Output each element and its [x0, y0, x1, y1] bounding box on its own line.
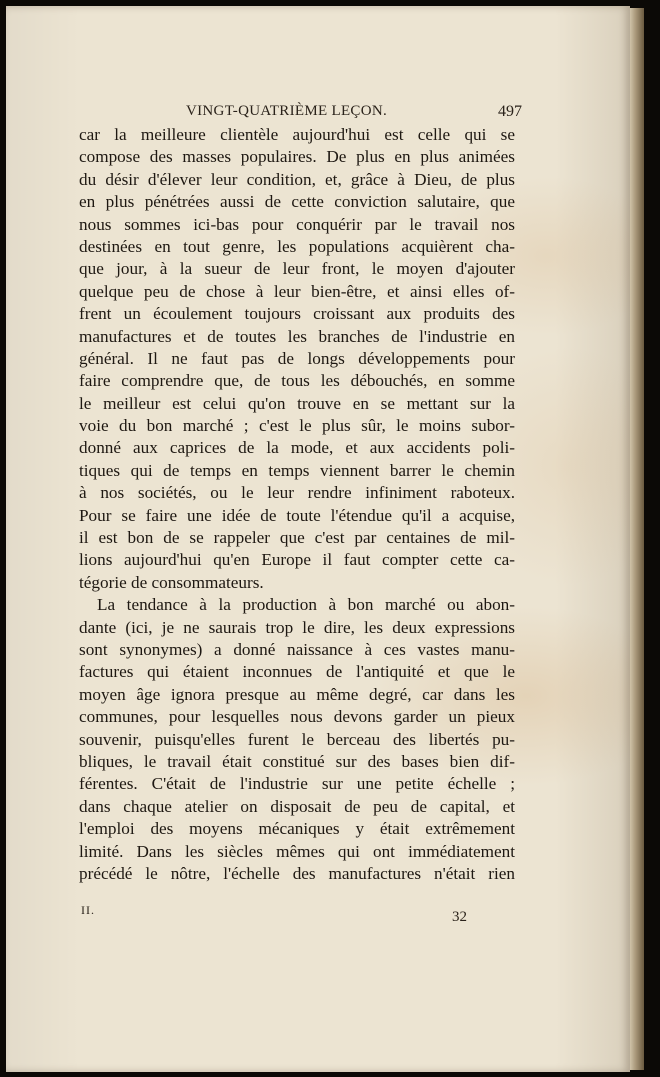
sheet-number: 32: [452, 909, 467, 925]
text-line: il est bon de se rappeler que c'est par centaines de mil-: [79, 528, 515, 548]
text-line: à nos sociétés, ou le leur rendre infiniment raboteux.: [79, 483, 515, 503]
text-line: voie du bon marché ; c'est le plus sûr, le moins subor-: [79, 416, 515, 436]
text-line: l'emploi des moyens mécaniques y était extrêmement: [79, 819, 515, 839]
text-line: dante (ici, je ne saurais trop le dire, les deux expressions: [79, 617, 515, 637]
body-text: [79, 124, 515, 885]
text-line: férentes. C'était de l'industrie sur une petite échelle ;: [79, 774, 515, 794]
paragraph-1: [79, 124, 515, 594]
text-line: donné aux caprices de la mode, et aux accidents poli-: [79, 438, 515, 458]
text-line: limité. Dans les siècles mêmes qui ont immédiatement: [79, 841, 515, 861]
text-line: car la meilleure clientèle aujourd'hui est celle qui se: [79, 125, 515, 144]
text-line: frent un écoulement toujours croissant aux produits des: [79, 304, 515, 324]
text-line: général. Il ne faut pas de longs développements pour: [79, 348, 515, 368]
text-line: du désir d'élever leur condition, et, grâce à Dieu, de plus: [79, 169, 515, 189]
text-line: en plus pénétrées aussi de cette conviction salutaire, que: [79, 192, 515, 212]
text-line: tégorie de consommateurs.: [79, 572, 264, 592]
text-line: destinées en tout genre, les populations acquièrent cha-: [79, 236, 515, 256]
text-line: compose des masses populaires. De plus en plus animées: [79, 147, 515, 167]
page-number: 497: [498, 103, 522, 120]
text-line: Pour se faire une idée de toute l'étendue qu'il a acquise,: [79, 505, 515, 525]
text-line: bliques, le travail était constitué sur des bases bien dif-: [79, 751, 515, 771]
signature-mark: II.: [81, 903, 95, 917]
page-header: [186, 101, 522, 125]
text-line: faire comprendre que, de tous les débouchés, en somme: [79, 371, 515, 391]
text-line: dans chaque atelier on disposait de peu de capital, et: [79, 796, 515, 816]
text-line: lions aujourd'hui qu'en Europe il faut compter cette ca-: [79, 550, 515, 570]
text-line: communes, pour lesquelles nous devons garder un pieux: [79, 707, 515, 727]
text-line: précédé le nôtre, l'échelle des manufactures n'était rien: [79, 863, 515, 883]
page-edge: [630, 8, 644, 1070]
text-line: tiques qui de temps en temps viennent barrer le chemin: [79, 460, 515, 480]
text-line: moyen âge ignora presque au même degré, car dans les: [79, 684, 515, 704]
text-line: que jour, à la sueur de leur front, le moyen d'ajouter: [79, 259, 515, 279]
text-line: le meilleur est celui qu'on trouve en se mettant sur la: [79, 393, 515, 413]
text-line: souvenir, puisqu'elles furent le berceau des libertés pu-: [79, 729, 515, 749]
text-line: quelque peu de chose à leur bien-être, et ainsi elles of-: [79, 281, 515, 301]
text-line: La tendance à la production à bon marché ou abon-: [97, 595, 515, 615]
text-line: nous sommes ici-bas pour conquérir par le travail nos: [79, 214, 515, 234]
text-line: manufactures et de toutes les branches de l'industrie en: [79, 326, 515, 346]
running-title: VINGT-QUATRIÈME LEÇON.: [186, 103, 388, 119]
text-line: sont synonymes) a donné naissance à ces vastes manu-: [79, 639, 515, 659]
text-line: factures qui étaient inconnues de l'antiquité et que le: [79, 662, 515, 682]
paragraph-2: [79, 594, 515, 885]
